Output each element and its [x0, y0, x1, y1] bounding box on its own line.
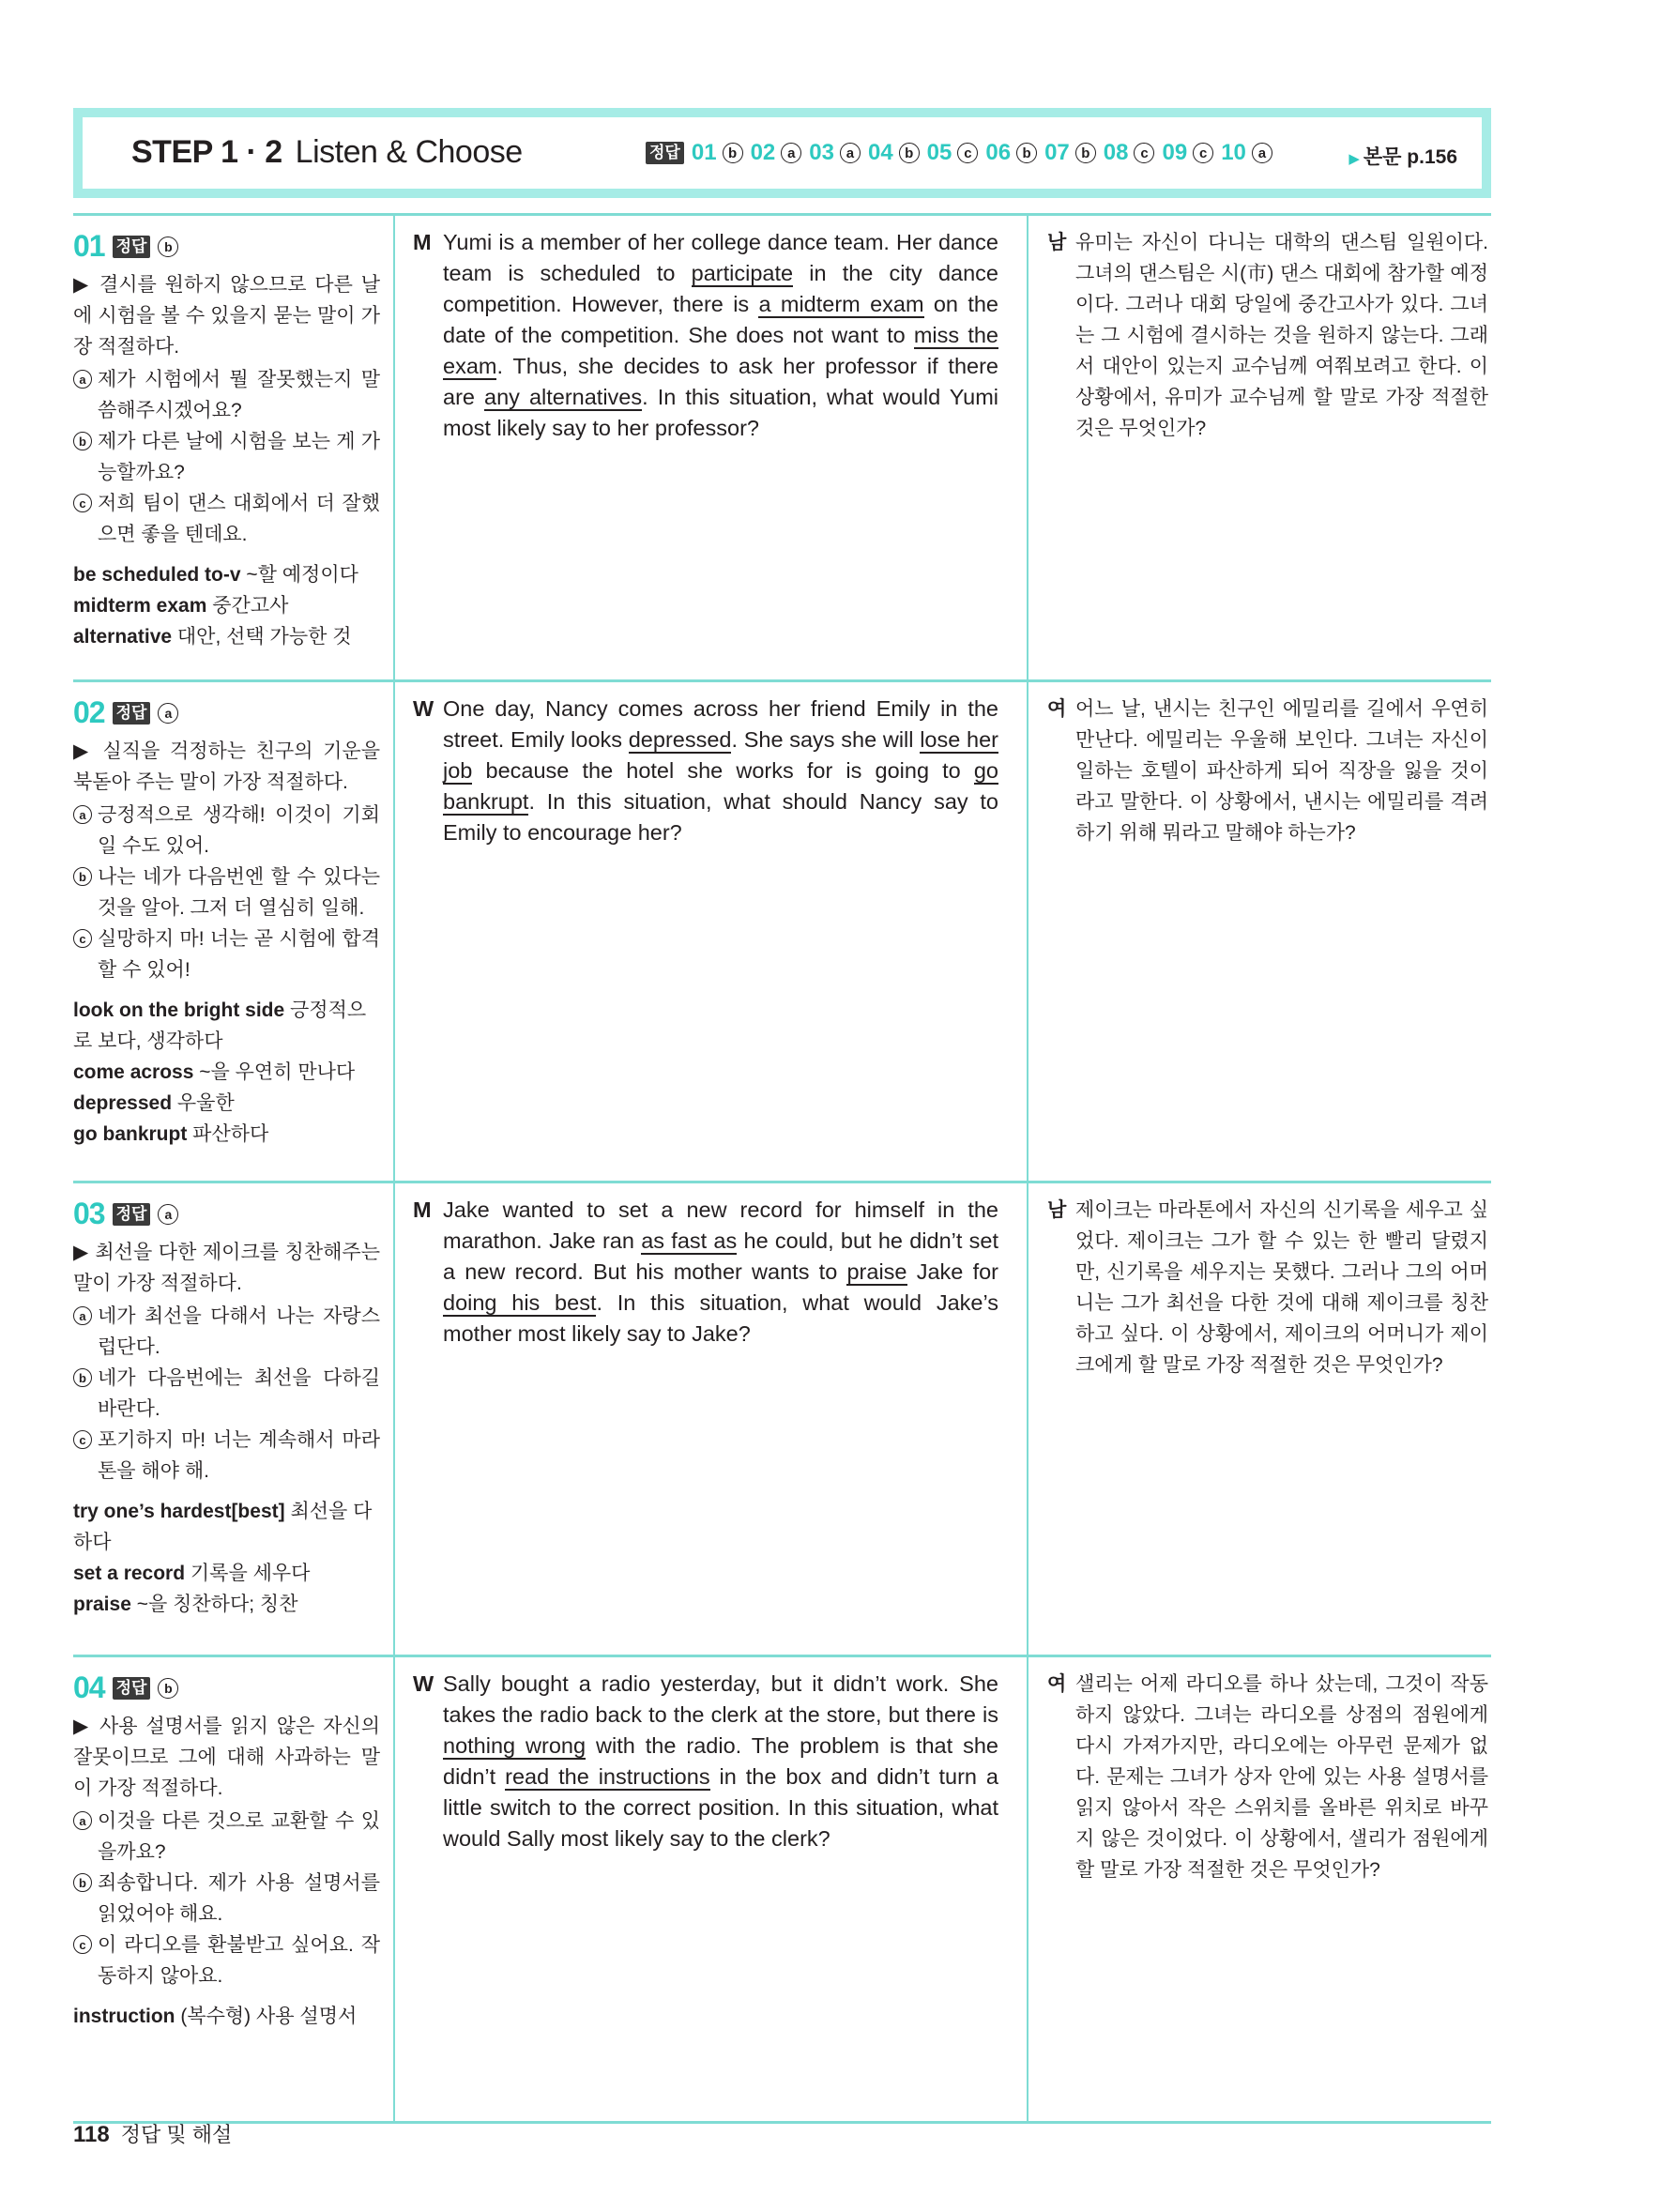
script-column	[413, 1195, 998, 1350]
choice-item	[73, 1425, 380, 1487]
script-text	[443, 1669, 998, 1854]
translation-column	[1047, 1669, 1488, 1885]
vocabulary-term: look on the bright side	[73, 999, 285, 1021]
choice-item	[73, 1301, 380, 1363]
choice-mark-icon: c	[1193, 143, 1213, 163]
choice-mark-icon: a	[73, 805, 92, 824]
explanation-text: ▶ 결시를 원하지 않으므로 다른 날에 시험을 볼 수 있을지 묻는 말이 가장 적절하다.	[73, 274, 380, 358]
vocabulary-term: instruction	[73, 2006, 175, 2027]
choice-text: 제가 다른 날에 시험을 보는 게 가능할까요?	[98, 431, 380, 483]
answer-key-item	[868, 140, 920, 166]
choice-mark-icon: a	[73, 1306, 92, 1325]
choice-text: 실망하지 마! 너는 곧 시험에 합격할 수 있어!	[98, 928, 380, 981]
answer-tag: 정답	[113, 702, 151, 725]
vocabulary-meaning: 최선을 다하다	[73, 1501, 373, 1553]
choice-mark-icon: c	[73, 929, 92, 948]
translation-text: 제이크는 마라톤에서 자신의 신기록을 세우고 싶었다. 제이크는 그가 할 수 있는 한 빨리 달렸지만, 신기록을 세우지는 못했다. 그러나 그의 어머니는 그가 최선을 다한 것에 대해 제이크를 칭찬하고 싶다. 이 상황에서, 제이크의 어머니가 제이크에게 할 말로 가장 적절한 것은 무엇인가?	[1075, 1199, 1488, 1376]
choice-item	[73, 1930, 380, 1991]
answer-tag: 정답	[646, 142, 684, 164]
header-band	[73, 108, 1491, 198]
vocabulary-term: midterm exam	[73, 595, 207, 617]
vocabulary-meaning: 파산하다	[187, 1123, 269, 1145]
step-label: STEP 1 · 2	[131, 134, 282, 170]
script-underlined-phrase: praise	[846, 1259, 907, 1284]
answer-explanation-column	[73, 231, 380, 652]
question-number: 04	[73, 1670, 105, 1704]
script-underlined-phrase: read the instructions	[505, 1764, 710, 1789]
translation-text: 샐리는 어제 라디오를 하나 샀는데, 그것이 작동하지 않았다. 그녀는 라디오를 상점의 점원에게 다시 가져가지만, 라디오에는 아무런 문제가 없다. 문제는 그녀가 상자 안에 있는 사용 설명서를 읽지 않아서 작은 스위치를 올바른 위치로 바꾸지 않은 것이었다. 이 상황에서, 샐리가 점원에게 할 말로 가장 적절한 것은 무엇인가?	[1075, 1673, 1488, 1881]
section-title: Listen & Choose	[295, 134, 523, 170]
explanation-text: ▶ 실직을 걱정하는 친구의 기운을 북돋아 주는 말이 가장 적절하다.	[73, 740, 380, 793]
explanation-text: ▶ 사용 설명서를 읽지 않은 자신의 잘못이므로 그에 대해 사과하는 말이 가장 적절하다.	[73, 1716, 380, 1799]
choice-item	[73, 488, 380, 550]
choice-mark-icon: b	[73, 432, 92, 450]
vocabulary-item	[73, 559, 380, 590]
question-row	[73, 679, 1491, 1181]
page-footer	[73, 2119, 232, 2148]
question-header	[73, 697, 380, 728]
vocabulary-meaning: 긍정적으로 보다, 생각하다	[73, 999, 367, 1052]
vocabulary-meaning: 중간고사	[206, 595, 289, 617]
vocabulary-item	[73, 1119, 380, 1150]
vocabulary-term: praise	[73, 1594, 131, 1615]
choice-mark-icon: b	[723, 143, 743, 163]
vocabulary-term: set a record	[73, 1563, 186, 1584]
choice-mark-icon: b	[73, 1368, 92, 1387]
answer-key-item	[692, 140, 743, 166]
question-number: 02	[73, 695, 105, 729]
question-header	[73, 1198, 380, 1229]
choice-item	[73, 364, 380, 426]
choice-text: 제가 시험에서 뭘 잘못했는지 말씀해주시겠어요?	[98, 369, 380, 421]
footer-section: 정답 및 해설	[120, 2123, 233, 2146]
script-segment: . She says she will	[731, 727, 921, 752]
column-divider	[393, 216, 395, 679]
choice-item	[73, 1806, 380, 1868]
page-number: 118	[73, 2122, 110, 2147]
translation-speaker-label: 여	[1047, 1673, 1067, 1695]
choice-item	[73, 1363, 380, 1425]
vocabulary-item	[73, 995, 380, 1057]
column-divider	[393, 1183, 395, 1655]
choice-text: 이것을 다른 것으로 교환할 수 있을까요?	[98, 1810, 380, 1863]
script-text	[443, 227, 998, 444]
script-underlined-phrase: go bankrupt	[443, 758, 998, 814]
script-segment: Sally bought a radio yesterday, but it didn’t work. She takes the radio back to the clerk at the store, but there is	[443, 1671, 998, 1727]
vocabulary-item	[73, 1088, 380, 1119]
vocabulary-item	[73, 590, 380, 621]
script-block	[413, 1195, 998, 1350]
question-row	[73, 1181, 1491, 1655]
script-underlined-phrase: depressed	[628, 727, 732, 752]
answer-key-item	[1044, 140, 1096, 166]
column-divider	[1027, 1183, 1028, 1655]
script-underlined-phrase: lose her job	[443, 727, 998, 783]
choice-mark-icon: a	[158, 1204, 178, 1225]
column-divider	[393, 682, 395, 1181]
script-block	[413, 694, 998, 848]
vocabulary-meaning: 대안, 선택 가능한 것	[172, 626, 352, 648]
answer-key-number: 04	[867, 140, 893, 165]
answer-key-number: 10	[1221, 140, 1246, 165]
answer-tag: 정답	[113, 236, 151, 258]
vocabulary-meaning: 기록을 세우다	[185, 1563, 311, 1584]
translation-column	[1047, 1195, 1488, 1381]
answer-key-item	[751, 140, 802, 166]
choice-mark-icon: b	[158, 236, 178, 257]
question-header	[73, 231, 380, 262]
choice-text: 죄송합니다. 제가 사용 설명서를 읽었어야 해요.	[98, 1872, 380, 1925]
answer-key-number: 03	[809, 140, 834, 165]
answer-key-number: 06	[985, 140, 1012, 165]
answer-key-number: 08	[1103, 140, 1129, 165]
translation-text: 유미는 자신이 다니는 대학의 댄스팀 일원이다. 그녀의 댄스팀은 시(市) 댄스 대회에 참가할 예정이다. 그러나 대회 당일에 중간고사가 있다. 그녀는 그 시험에 결시하는 것을 원하지 않는다. 그래서 대안이 있는지 교수님께 여쭤보려고 한다. 이 상황에서, 유미가 교수님께 할 말로 가장 적절한 것은 무엇인가?	[1075, 232, 1488, 439]
vocabulary-meaning: 우울한	[172, 1092, 235, 1114]
vocabulary-meaning: ~을 칭찬하다; 칭찬	[130, 1594, 298, 1615]
triangle-arrow-icon: ▶	[1348, 151, 1360, 167]
question-row	[73, 1655, 1491, 2124]
column-divider	[1027, 682, 1028, 1181]
choice-mark-icon: c	[73, 1935, 92, 1954]
vocabulary-list	[73, 2001, 380, 2032]
choice-mark-icon: b	[158, 1678, 178, 1699]
vocabulary-list	[73, 1496, 380, 1620]
translation-block	[1047, 694, 1488, 848]
answer-key-number: 01	[691, 140, 717, 165]
choice-item	[73, 426, 380, 488]
choice-mark-icon: a	[1252, 143, 1272, 163]
choice-text: 저희 팀이 댄스 대회에서 더 잘했으면 좋을 텐데요.	[98, 493, 380, 545]
vocabulary-term: alternative	[73, 626, 173, 648]
vocabulary-item	[73, 621, 380, 652]
script-segment: Yumi is a member of her college dance team. Her dance team is scheduled to	[443, 230, 998, 285]
speaker-label: W	[413, 696, 434, 721]
choice-mark-icon: a	[73, 370, 92, 389]
question-number: 03	[73, 1197, 105, 1230]
choice-mark-icon: b	[1016, 143, 1037, 163]
choice-mark-icon: c	[957, 143, 978, 163]
answer-key-number: 05	[926, 140, 952, 165]
script-underlined-phrase: any alternatives	[484, 385, 643, 409]
choice-mark-icon: a	[158, 703, 178, 724]
explanation-text: ▶ 최선을 다한 제이크를 칭찬해주는 말이 가장 적절하다.	[73, 1242, 380, 1294]
script-text	[443, 1195, 998, 1350]
vocabulary-item	[73, 1057, 380, 1088]
question-row	[73, 213, 1491, 679]
script-segment: in the city dance competition. However, there is	[443, 261, 998, 316]
vocabulary-term: come across	[73, 1061, 194, 1083]
vocabulary-item	[73, 1558, 380, 1589]
script-underlined-phrase: as fast as	[641, 1228, 738, 1253]
translation-text: 어느 날, 낸시는 친구인 에밀리를 길에서 우연히 만난다. 에밀리는 우울해 보인다. 그녀는 자신이 일하는 호텔이 파산하게 되어 직장을 잃을 것이라고 말한다. 이 상황에서, 낸시는 에밀리를 격려하기 위해 뭐라고 말해야 하는가?	[1075, 698, 1488, 844]
page-reference	[1348, 142, 1457, 170]
script-segment: . In this situation, what would Jake’s mother most likely say to Jake?	[443, 1290, 998, 1346]
choice-mark-icon: b	[73, 1873, 92, 1892]
translation-speaker-label: 남	[1047, 1199, 1067, 1221]
column-divider	[393, 1657, 395, 2121]
script-segment: Jake wanted to set a new record for himself in the marathon. Jake ran	[443, 1198, 998, 1253]
script-segment: . Thus, she decides to ask her professor if there are	[443, 354, 998, 409]
vocabulary-meaning: (복수형) 사용 설명서	[175, 2006, 358, 2027]
script-segment: he could, but he didn’t set a new record. But his mother wants to	[443, 1228, 999, 1284]
answer-key-number: 09	[1162, 140, 1188, 165]
script-underlined-phrase: nothing wrong	[443, 1733, 587, 1758]
answer-tag: 정답	[113, 1203, 151, 1226]
script-column	[413, 694, 998, 848]
answer-key-item	[1162, 140, 1213, 166]
choice-mark-icon: c	[1134, 143, 1154, 163]
script-column	[413, 227, 998, 444]
choice-item	[73, 1868, 380, 1930]
script-underlined-phrase: miss the exam	[443, 323, 998, 378]
page-reference-text: 본문 p.156	[1363, 146, 1457, 168]
translation-block	[1047, 227, 1488, 444]
question-header	[73, 1672, 380, 1703]
choice-mark-icon: a	[840, 143, 861, 163]
answer-tag: 정답	[113, 1677, 151, 1700]
choice-text: 나는 네가 다음번엔 할 수 있다는 것을 알아. 그저 더 열심히 일해.	[98, 866, 380, 919]
question-number: 01	[73, 229, 105, 263]
column-divider	[1027, 216, 1028, 679]
script-segment: in the box and didn’t turn a little switch to the correct position. In this situation, what would Sally most likely say to the clerk?	[443, 1764, 998, 1851]
choice-text: 네가 다음번에는 최선을 다하길 바란다.	[98, 1367, 380, 1420]
script-segment: on the date of the competition. She does not want to	[443, 292, 998, 347]
translation-speaker-label: 여	[1047, 698, 1067, 720]
speaker-label: M	[413, 230, 432, 254]
choice-text: 긍정적으로 생각해! 이것이 기회일 수도 있어.	[98, 804, 380, 857]
column-divider	[1027, 1657, 1028, 2121]
script-segment: because the hotel she works for is going to	[472, 758, 974, 783]
script-segment: Jake for	[907, 1259, 998, 1284]
header-box	[83, 117, 1482, 189]
choice-item	[73, 800, 380, 862]
script-underlined-phrase: doing his best	[443, 1290, 597, 1315]
answer-key-item	[927, 140, 979, 166]
choice-text: 이 라디오를 환불받고 싶어요. 작동하지 않아요.	[98, 1934, 380, 1987]
vocabulary-item	[73, 2001, 380, 2032]
script-segment: One day, Nancy comes across her friend Emily in the street. Emily looks	[443, 696, 998, 752]
answer-explanation-column	[73, 1672, 380, 2032]
vocabulary-term: depressed	[73, 1092, 173, 1114]
script-column	[413, 1669, 998, 1854]
script-segment: . In this situation, what should Nancy say to Emily to encourage her?	[443, 789, 998, 845]
vocabulary-item	[73, 1589, 380, 1620]
vocabulary-term: be scheduled to-v	[73, 564, 241, 586]
step-title	[131, 134, 523, 171]
choice-item	[73, 923, 380, 985]
script-segment: . In this situation, what would Yumi most likely say to her professor?	[443, 385, 998, 440]
answer-key-item	[1104, 140, 1155, 166]
script-segment: with the radio. The problem is that she didn’t	[443, 1733, 998, 1789]
script-block	[413, 227, 998, 444]
choice-mark-icon: a	[781, 143, 801, 163]
vocabulary-term: go bankrupt	[73, 1123, 188, 1145]
translation-column	[1047, 694, 1488, 848]
answer-key-item	[1221, 140, 1272, 166]
answer-key-number: 02	[750, 140, 776, 165]
choice-mark-icon: b	[899, 143, 920, 163]
translation-column	[1047, 227, 1488, 444]
answer-key-item	[809, 140, 861, 166]
translation-block	[1047, 1669, 1488, 1885]
script-underlined-phrase: a midterm exam	[758, 292, 924, 316]
vocabulary-item	[73, 1496, 380, 1558]
choice-mark-icon: c	[73, 494, 92, 512]
vocabulary-term: try one’s hardest[best]	[73, 1501, 285, 1522]
script-underlined-phrase: participate	[691, 261, 794, 285]
script-block	[413, 1669, 998, 1854]
speaker-label: W	[413, 1671, 434, 1696]
translation-block	[1047, 1195, 1488, 1381]
vocabulary-list	[73, 559, 380, 652]
answer-key-number: 07	[1044, 140, 1070, 165]
vocabulary-meaning: ~할 예정이다	[240, 564, 358, 586]
choice-text: 포기하지 마! 너는 계속해서 마라톤을 해야 해.	[98, 1429, 380, 1482]
speaker-label: M	[413, 1198, 432, 1222]
choice-mark-icon: b	[1075, 143, 1096, 163]
script-text	[443, 694, 998, 848]
vocabulary-meaning: ~을 우연히 만나다	[193, 1061, 356, 1083]
choice-text: 네가 최선을 다해서 나는 자랑스럽단다.	[98, 1305, 380, 1358]
answer-explanation-column	[73, 1198, 380, 1620]
choice-mark-icon: a	[73, 1811, 92, 1830]
answer-key	[646, 140, 1280, 166]
answer-explanation-column	[73, 697, 380, 1150]
translation-speaker-label: 남	[1047, 232, 1067, 253]
choice-mark-icon: c	[73, 1430, 92, 1449]
choice-mark-icon: b	[73, 867, 92, 886]
answer-key-item	[985, 140, 1037, 166]
vocabulary-list	[73, 995, 380, 1150]
choice-item	[73, 862, 380, 923]
